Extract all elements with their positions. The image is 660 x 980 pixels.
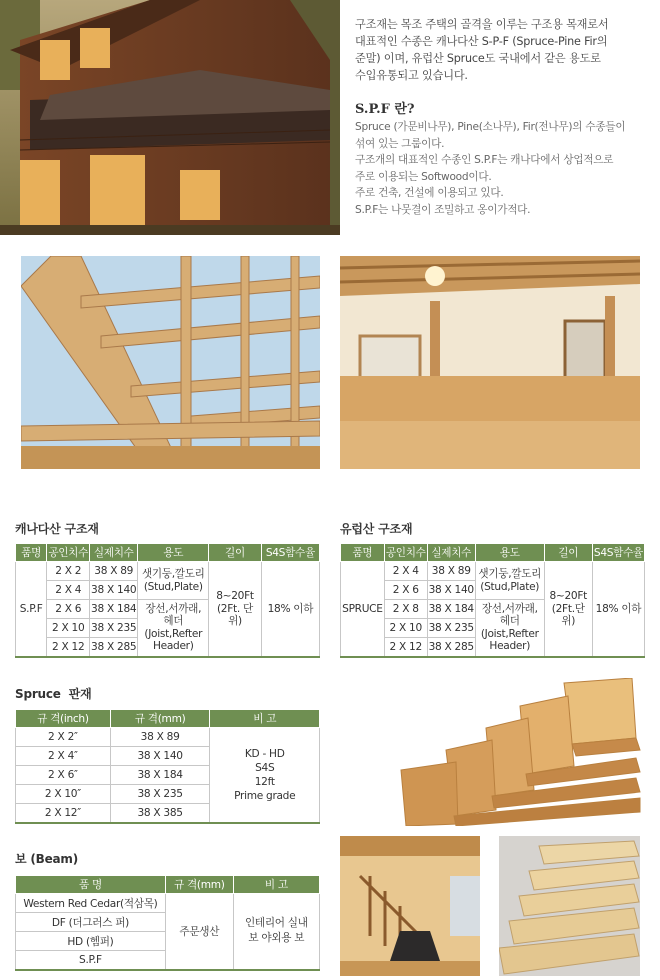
actual-cell: 38 X 89 bbox=[427, 562, 475, 581]
note-line: 12ft bbox=[254, 775, 275, 788]
europe-lumber-title: 유럽산 구조재 bbox=[340, 522, 413, 536]
nominal-cell: 2 X 6 bbox=[47, 600, 90, 619]
actual-cell: 38 X 184 bbox=[427, 600, 475, 619]
beam-product-cell: Western Red Cedar(적삼목) bbox=[16, 894, 166, 913]
header-cell: 용도 bbox=[475, 544, 544, 562]
mm-cell: 38 X 235 bbox=[110, 785, 210, 804]
spf-desc-line: 섞여 있는 그룹이다. bbox=[355, 137, 445, 150]
header-cell: 공인치수 bbox=[384, 544, 427, 562]
spf-heading: S.P.F 란? bbox=[355, 102, 415, 117]
nominal-cell: 2 X 8 bbox=[384, 600, 427, 619]
log-house-photo bbox=[0, 0, 340, 235]
header-cell: 규 격(inch) bbox=[16, 710, 111, 728]
beam-note-cell: 인테리어 실내 보 야외용 보 bbox=[233, 894, 319, 970]
header-cell: 품명 bbox=[341, 544, 385, 562]
header-cell: 공인치수 bbox=[47, 544, 90, 562]
intro-line: 구조재는 목조 주택의 골격을 이루는 구조용 목재로서 bbox=[355, 18, 609, 31]
beam-title: 보 (Beam) bbox=[15, 852, 79, 866]
actual-cell: 38 X 89 bbox=[90, 562, 138, 581]
spf-desc-line: 주로 건축, 건설에 이용되고 있다. bbox=[355, 187, 504, 200]
note-line: Prime grade bbox=[234, 789, 296, 802]
table-header-row bbox=[16, 544, 320, 562]
beam-product-cell: S.P.F bbox=[16, 951, 166, 970]
header-cell: 규 격(mm) bbox=[165, 876, 233, 894]
spf-description bbox=[355, 119, 655, 219]
note-line: KD - HD bbox=[244, 747, 285, 760]
length-cell: 8~20Ft (2Ft.단위) bbox=[544, 562, 592, 657]
lumber-stack-photo bbox=[396, 678, 644, 826]
actual-cell: 38 X 184 bbox=[90, 600, 138, 619]
canada-lumber-table bbox=[15, 543, 320, 658]
nominal-cell: 2 X 6 bbox=[384, 581, 427, 600]
header-cell: 품 명 bbox=[16, 876, 166, 894]
mm-cell: 38 X 140 bbox=[110, 747, 210, 766]
inch-cell: 2 X 4″ bbox=[16, 747, 111, 766]
nominal-cell: 2 X 2 bbox=[47, 562, 90, 581]
spf-desc-line: 주로 이용되는 Softwood이다. bbox=[355, 170, 492, 183]
table-row bbox=[16, 894, 320, 913]
use-cell: 샛기둥,깔도리 (Stud,Plate) bbox=[475, 562, 544, 600]
product-cell: SPRUCE bbox=[341, 562, 385, 657]
inch-cell: 2 X 10″ bbox=[16, 785, 111, 804]
moisture-cell: 18% 이하 bbox=[261, 562, 319, 657]
spruce-board-title: Spruce 판재 bbox=[15, 687, 92, 701]
mm-cell: 38 X 89 bbox=[110, 728, 210, 747]
nominal-cell: 2 X 12 bbox=[384, 638, 427, 657]
header-cell: 규 격(mm) bbox=[110, 710, 210, 728]
product-cell: S.P.F bbox=[16, 562, 47, 657]
spf-desc-line: 구조개의 대표적인 수종인 S.P.F는 캐나다에서 상업적으로 bbox=[355, 154, 614, 167]
moisture-cell: 18% 이하 bbox=[592, 562, 644, 657]
note-cell bbox=[210, 728, 320, 823]
spf-desc-line: Spruce (가문비나무), Pine(소나무), Fir(전나무)의 수종들이 bbox=[355, 121, 626, 133]
nominal-cell: 2 X 10 bbox=[384, 619, 427, 638]
header-cell: 용도 bbox=[138, 544, 209, 562]
nominal-cell: 2 X 4 bbox=[47, 581, 90, 600]
staircase-interior-photo bbox=[340, 836, 480, 976]
mm-cell: 38 X 385 bbox=[110, 804, 210, 823]
inch-cell: 2 X 12″ bbox=[16, 804, 111, 823]
header-cell: 길이 bbox=[209, 544, 262, 562]
nominal-cell: 2 X 4 bbox=[384, 562, 427, 581]
actual-cell: 38 X 140 bbox=[90, 581, 138, 600]
header-cell: S4S함수율 bbox=[261, 544, 319, 562]
actual-cell: 38 X 285 bbox=[90, 638, 138, 657]
header-cell: 실제치수 bbox=[90, 544, 138, 562]
beam-product-cell: DF (더그러스 퍼) bbox=[16, 913, 166, 932]
europe-lumber-table bbox=[340, 543, 645, 658]
note-line: S4S bbox=[255, 761, 275, 774]
intro-line: 준말) 이며, 유럽산 Spruce도 국내에서 같은 용도로 bbox=[355, 52, 601, 65]
nominal-cell: 2 X 10 bbox=[47, 619, 90, 638]
table-row bbox=[341, 562, 645, 581]
pine-boards-photo bbox=[499, 836, 640, 976]
table-row bbox=[16, 728, 320, 747]
header-cell: 비 고 bbox=[233, 876, 319, 894]
header-cell: 품명 bbox=[16, 544, 47, 562]
intro-line: 대표적인 수종은 캐나다산 S-P-F (Spruce-Pine Fir의 bbox=[355, 35, 608, 48]
actual-cell: 38 X 235 bbox=[427, 619, 475, 638]
beam-table bbox=[15, 875, 320, 971]
header-cell: 비 고 bbox=[210, 710, 320, 728]
inch-cell: 2 X 6″ bbox=[16, 766, 111, 785]
actual-cell: 38 X 235 bbox=[90, 619, 138, 638]
inch-cell: 2 X 2″ bbox=[16, 728, 111, 747]
wood-interior-photo bbox=[340, 256, 640, 469]
spf-desc-line: S.P.F는 나뭇결이 조밀하고 옹이가적다. bbox=[355, 203, 531, 216]
spruce-board-table bbox=[15, 709, 320, 824]
table-header-row bbox=[341, 544, 645, 562]
use-cell: 장선,서까래, 헤더 (Joist,Refter Header) bbox=[138, 600, 209, 657]
canada-lumber-title: 캐나다산 구조재 bbox=[15, 522, 99, 536]
table-header-row bbox=[16, 876, 320, 894]
use-cell: 장선,서까래, 헤더 (Joist,Refter Header) bbox=[475, 600, 544, 657]
beam-spec-cell: 주문생산 bbox=[165, 894, 233, 970]
nominal-cell: 2 X 12 bbox=[47, 638, 90, 657]
actual-cell: 38 X 285 bbox=[427, 638, 475, 657]
header-cell: 실제치수 bbox=[427, 544, 475, 562]
beam-product-cell: HD (헴퍼) bbox=[16, 932, 166, 951]
length-cell: 8~20Ft (2Ft. 단위) bbox=[209, 562, 262, 657]
table-header-row bbox=[16, 710, 320, 728]
mm-cell: 38 X 184 bbox=[110, 766, 210, 785]
actual-cell: 38 X 140 bbox=[427, 581, 475, 600]
intro-line: 수입유통되고 있습니다. bbox=[355, 69, 468, 82]
header-cell: S4S함수율 bbox=[592, 544, 644, 562]
header-cell: 길이 bbox=[544, 544, 592, 562]
table-row bbox=[16, 562, 320, 581]
roof-framing-photo bbox=[21, 256, 320, 469]
intro-text bbox=[355, 16, 655, 84]
use-cell: 샛기둥,깔도리 (Stud,Plate) bbox=[138, 562, 209, 600]
